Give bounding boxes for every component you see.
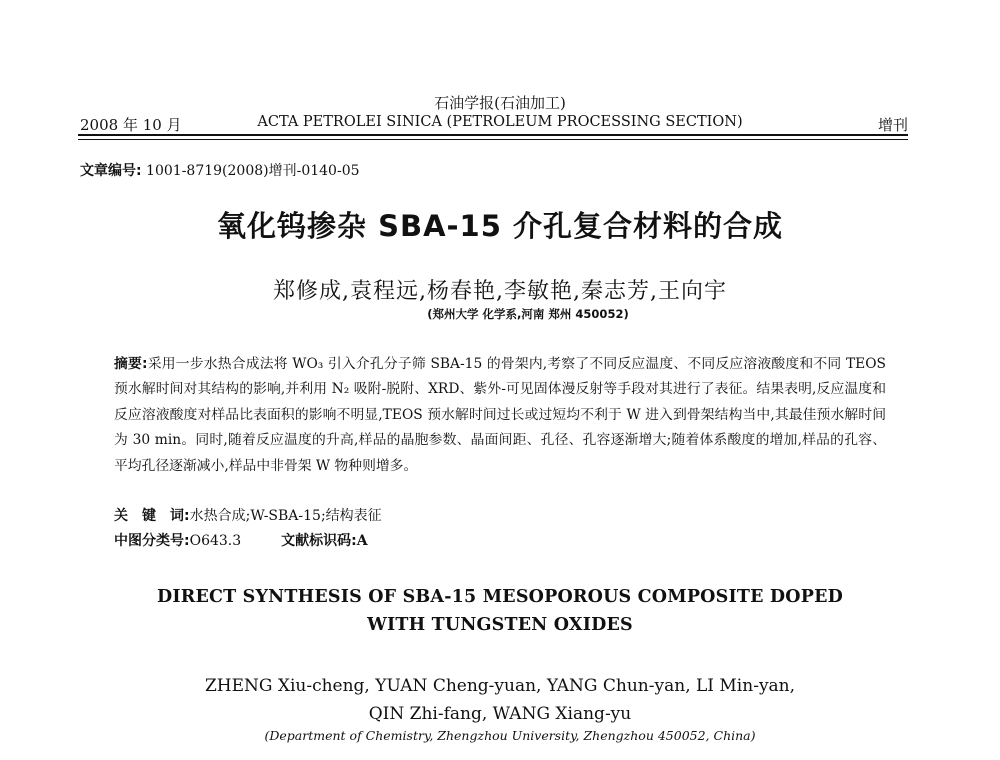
authors-cn: 郑修成,袁程远,杨春艳,李敏艳,秦志芳,王向宇 — [273, 279, 727, 304]
abstract — [114, 352, 886, 479]
article-number — [80, 160, 360, 180]
article-number-label: 文章编号: — [80, 163, 142, 179]
authors-en — [0, 672, 1000, 728]
keywords-value: 水热合成;W-SBA-15;结构表征 — [189, 508, 382, 524]
authors-en-line2: QIN Zhi-fang, WANG Xiang-yu — [368, 704, 632, 724]
keywords — [114, 505, 382, 525]
classification — [114, 530, 368, 550]
keywords-label: 关 键 词: — [114, 508, 190, 524]
abstract-label: 摘要: — [114, 356, 148, 372]
paper-title-en-line2: WITH TUNGSTEN OXIDES — [367, 615, 633, 635]
journal-title-cn: 石油学报(石油加工) — [434, 94, 566, 112]
journal-title-en: ACTA PETROLEI SINICA (PETROLEUM PROCESSING SECTION) — [257, 114, 743, 130]
header-rule-thin — [78, 139, 908, 140]
affiliation-en: (Department of Chemistry, Zhengzhou University, Zhengzhou 450052, China) — [264, 728, 756, 743]
authors-en-line1: ZHENG Xiu-cheng, YUAN Cheng-yuan, YANG Chun-yan, LI Min-yan, — [204, 676, 796, 696]
document-code-value: A — [356, 533, 368, 549]
classification-label: 中图分类号: — [114, 533, 190, 549]
classification-value: O643.3 — [189, 533, 242, 549]
paper-title-cn: 氧化钨掺杂 SBA-15 介孔复合材料的合成 — [216, 209, 784, 243]
issue-label: 增刊 — [877, 116, 908, 134]
header-rule-thick — [78, 134, 908, 136]
affiliation-cn: (郑州大学 化学系,河南 郑州 450052) — [427, 307, 629, 321]
document-code-label: 文献标识码: — [281, 533, 357, 549]
article-number-value: 1001-8719(2008)增刊-0140-05 — [141, 163, 360, 179]
issue-date: 2008 年 10 月 — [80, 116, 182, 134]
abstract-text: 采用一步水热合成法将 WO₃ 引入介孔分子筛 SBA-15 的骨架内,考察了不同反应温度、不同反应溶液酸度和不同 TEOS 预水解时间对其结构的影响,并利用 N₂ 吸附-脱附、XRD、紫外-可见固体漫反射等手段对其进行了表征。结果表明,反应温度和反应溶液酸度对样品比表面积的影响不明显,TEOS 预水解时间过长或过短均不利于 W 进入到骨架结构当中,其最佳预水解时间为 30 min。同时,随着反应温度的升高,样品的晶胞参数、晶面间距、孔径、孔容逐渐增大;随着体系酸度的增加,样品的孔容、平均孔径逐渐减小,样品中非骨架 W 物种则增多。 — [114, 356, 886, 474]
paper-title-en-line1: DIRECT SYNTHESIS OF SBA-15 MESOPOROUS COMPOSITE DOPED — [156, 587, 844, 607]
paper-title-en — [0, 583, 1000, 639]
